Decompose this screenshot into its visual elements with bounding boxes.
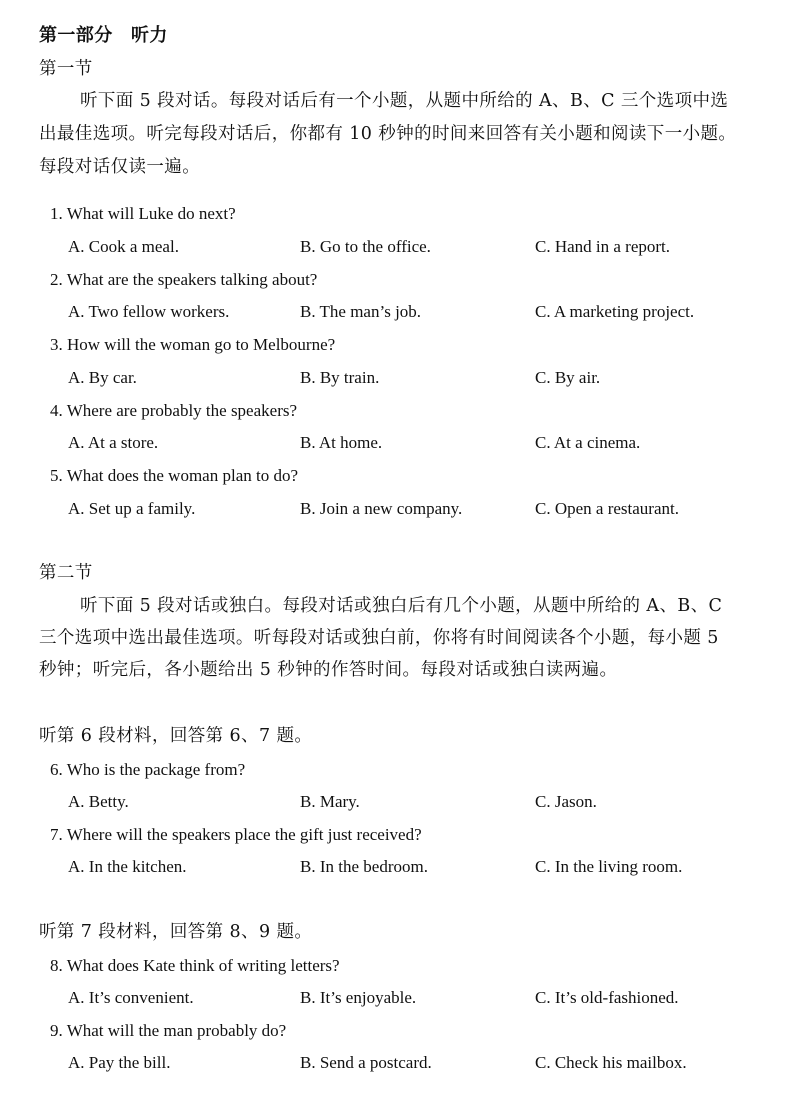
question-3-option-b: B. By train. <box>300 368 380 387</box>
question-7-option-b: B. In the bedroom. <box>300 857 428 876</box>
question-2-text: 2. What are the speakers talking about? <box>50 270 318 289</box>
question-1-text: 1. What will Luke do next? <box>50 204 236 223</box>
question-1-option-a: A. Cook a meal. <box>68 237 179 256</box>
question-6-option-c: C. Jason. <box>535 792 597 811</box>
section2-title: 第二节 <box>39 563 93 583</box>
question-8-option-b: B. It’s enjoyable. <box>300 988 417 1007</box>
section2-instruction-line: 三个选项中选出最佳选项。听每段对话或独白前，你将有时间阅读各个小题，每小题 5 <box>39 628 719 648</box>
group-heading: 听第 7 段材料，回答第 8、9 题。 <box>39 922 313 942</box>
question-4-text: 4. Where are probably the speakers? <box>50 401 298 420</box>
section2-instruction-line: 秒钟；听完后，各小题给出 5 秒钟的作答时间。每段对话或独白读两遍。 <box>39 660 618 680</box>
section2-instruction-line: 听下面 5 段对话或独白。每段对话或独白后有几个小题，从题中所给的 A、B、C <box>80 596 723 616</box>
question-6-text: 6. Who is the package from? <box>50 760 246 779</box>
question-3-option-c: C. By air. <box>535 368 601 387</box>
question-8-text: 8. What does Kate think of writing letters? <box>50 956 340 975</box>
group-heading: 听第 6 段材料，回答第 6、7 题。 <box>39 726 313 746</box>
question-5-text: 5. What does the woman plan to do? <box>50 466 299 485</box>
question-3-text: 3. How will the woman go to Melbourne? <box>50 335 336 354</box>
question-9-text: 9. What will the man probably do? <box>50 1021 287 1040</box>
question-1-option-b: B. Go to the office. <box>300 237 431 256</box>
question-9-option-a: A. Pay the bill. <box>68 1053 171 1072</box>
question-3-option-a: A. By car. <box>68 368 137 387</box>
question-2-option-c: C. A marketing project. <box>535 302 695 321</box>
section1-instruction-line: 听下面 5 段对话。每段对话后有一个小题，从题中所给的 A、B、C 三个选项中选 <box>80 91 729 111</box>
question-5-option-c: C. Open a restaurant. <box>535 499 679 518</box>
question-4-option-a: A. At a store. <box>68 433 159 452</box>
question-5-option-b: B. Join a new company. <box>300 499 463 518</box>
question-7-text: 7. Where will the speakers place the gift just received? <box>50 825 422 844</box>
question-6-option-a: A. Betty. <box>68 792 129 811</box>
question-5-option-a: A. Set up a family. <box>68 499 196 518</box>
section1-instruction-line: 出最佳选项。听完每段对话后，你都有 10 秒钟的时间来回答有关小题和阅读下一小题。 <box>39 124 737 144</box>
section1-title: 第一节 <box>39 59 93 79</box>
question-2-option-b: B. The man’s job. <box>300 302 422 321</box>
question-6-option-b: B. Mary. <box>300 792 360 811</box>
question-2-option-a: A. Two fellow workers. <box>68 302 230 321</box>
question-1-option-c: C. Hand in a report. <box>535 237 671 256</box>
question-4-option-c: C. At a cinema. <box>535 433 641 452</box>
question-9-option-b: B. Send a postcard. <box>300 1053 432 1072</box>
question-7-option-c: C. In the living room. <box>535 857 683 876</box>
question-7-option-a: A. In the kitchen. <box>68 857 187 876</box>
question-8-option-c: C. It’s old-fashioned. <box>535 988 679 1007</box>
part-title: 第一部分 听力 <box>39 25 168 46</box>
question-4-option-b: B. At home. <box>300 433 383 452</box>
question-8-option-a: A. It’s convenient. <box>68 988 194 1007</box>
section1-instruction-line: 每段对话仅读一遍。 <box>39 157 201 177</box>
question-9-option-c: C. Check his mailbox. <box>535 1053 687 1072</box>
